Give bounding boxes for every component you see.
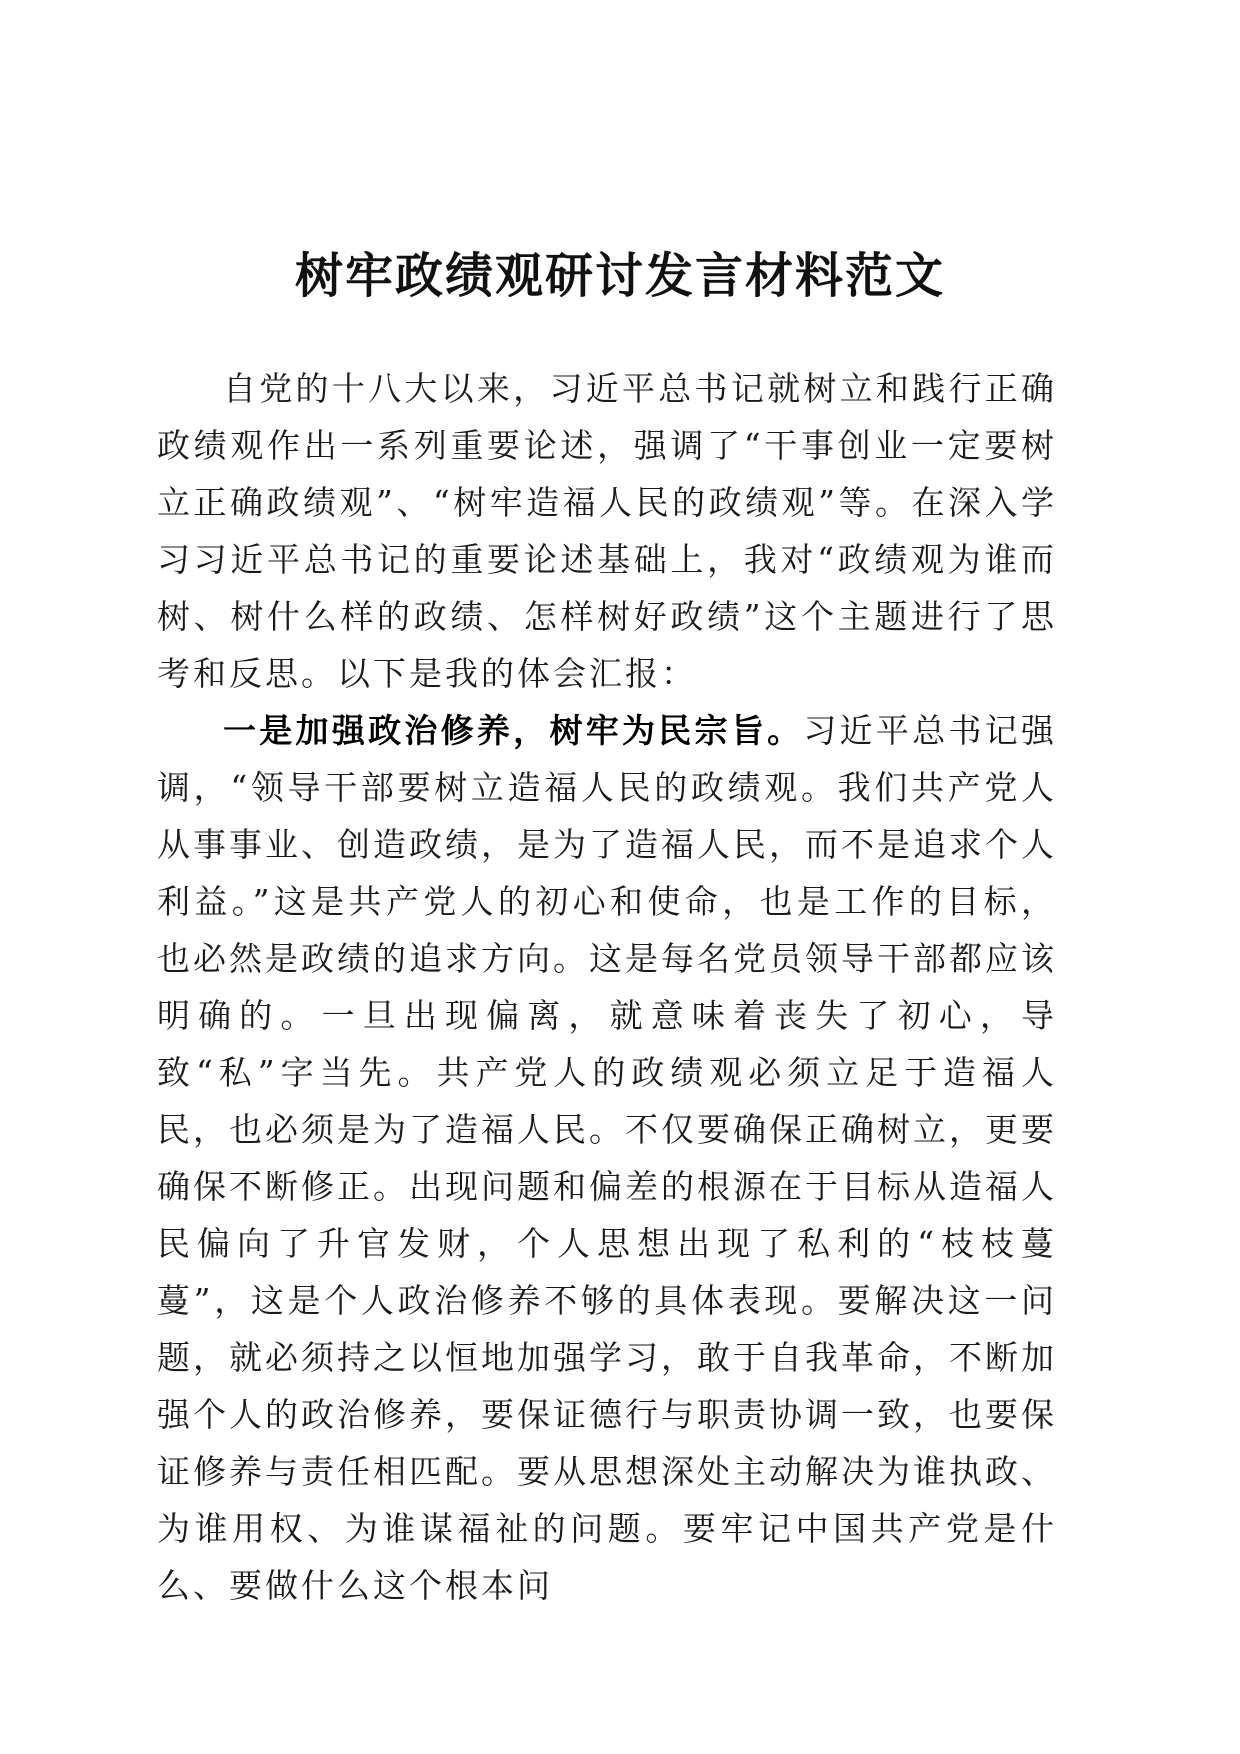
intro-paragraph: 自党的十八大以来，习近平总书记就树立和践行正确政绩观作出一系列重要论述，强调了“干事创业一定要树立正确政绩观”、“树牢造福人民的政绩观”等。在深入学习习近平总书记的重要论述基础上，我对“政绩观为谁而树、树什么样的政绩、怎样树好政绩”这个主题进行了思考和反思。以下是我的体会汇报： (157, 369, 1057, 693)
section-1-heading: 一是加强政治修养，树牢为民宗旨。 (223, 711, 804, 750)
document-title: 树牢政绩观研讨发言材料范文 (294, 248, 945, 304)
section-1-text: 习近平总书记强调，“领导干部要树立造福人民的政绩观。我们共产党人从事事业、创造政绩，是为了造福人民，而不是追求个人利益。”这是共产党人的初心和使命，也是工作的目标，也必然是政绩的追求方向。这是每名党员领导干部都应该明确的。一旦出现偏离，就意味着丧失了初心，导致“私”字当先。共产党人的政绩观必须立足于造福人民，也必须是为了造福人民。不仅要确保正确树立，更要确保不断修正。出现问题和偏差的根源在于目标从造福人民偏向了升官发财，个人思想出现了私利的“枝枝蔓蔓”，这是个人政治修养不够的具体表现。要解决这一问题，就必须持之以恒地加强学习，敢于自我革命，不断加强个人的政治修养，要保证德行与职责协调一致，也要保证修养与责任相匹配。要从思想深处主动解决为谁执政、为谁用权、为谁谋福祉的问题。要牢记中国共产党是什么、要做什么这个根本问 (157, 711, 1058, 1605)
document-body (157, 360, 1057, 1614)
section-1-paragraph (157, 702, 1057, 1614)
